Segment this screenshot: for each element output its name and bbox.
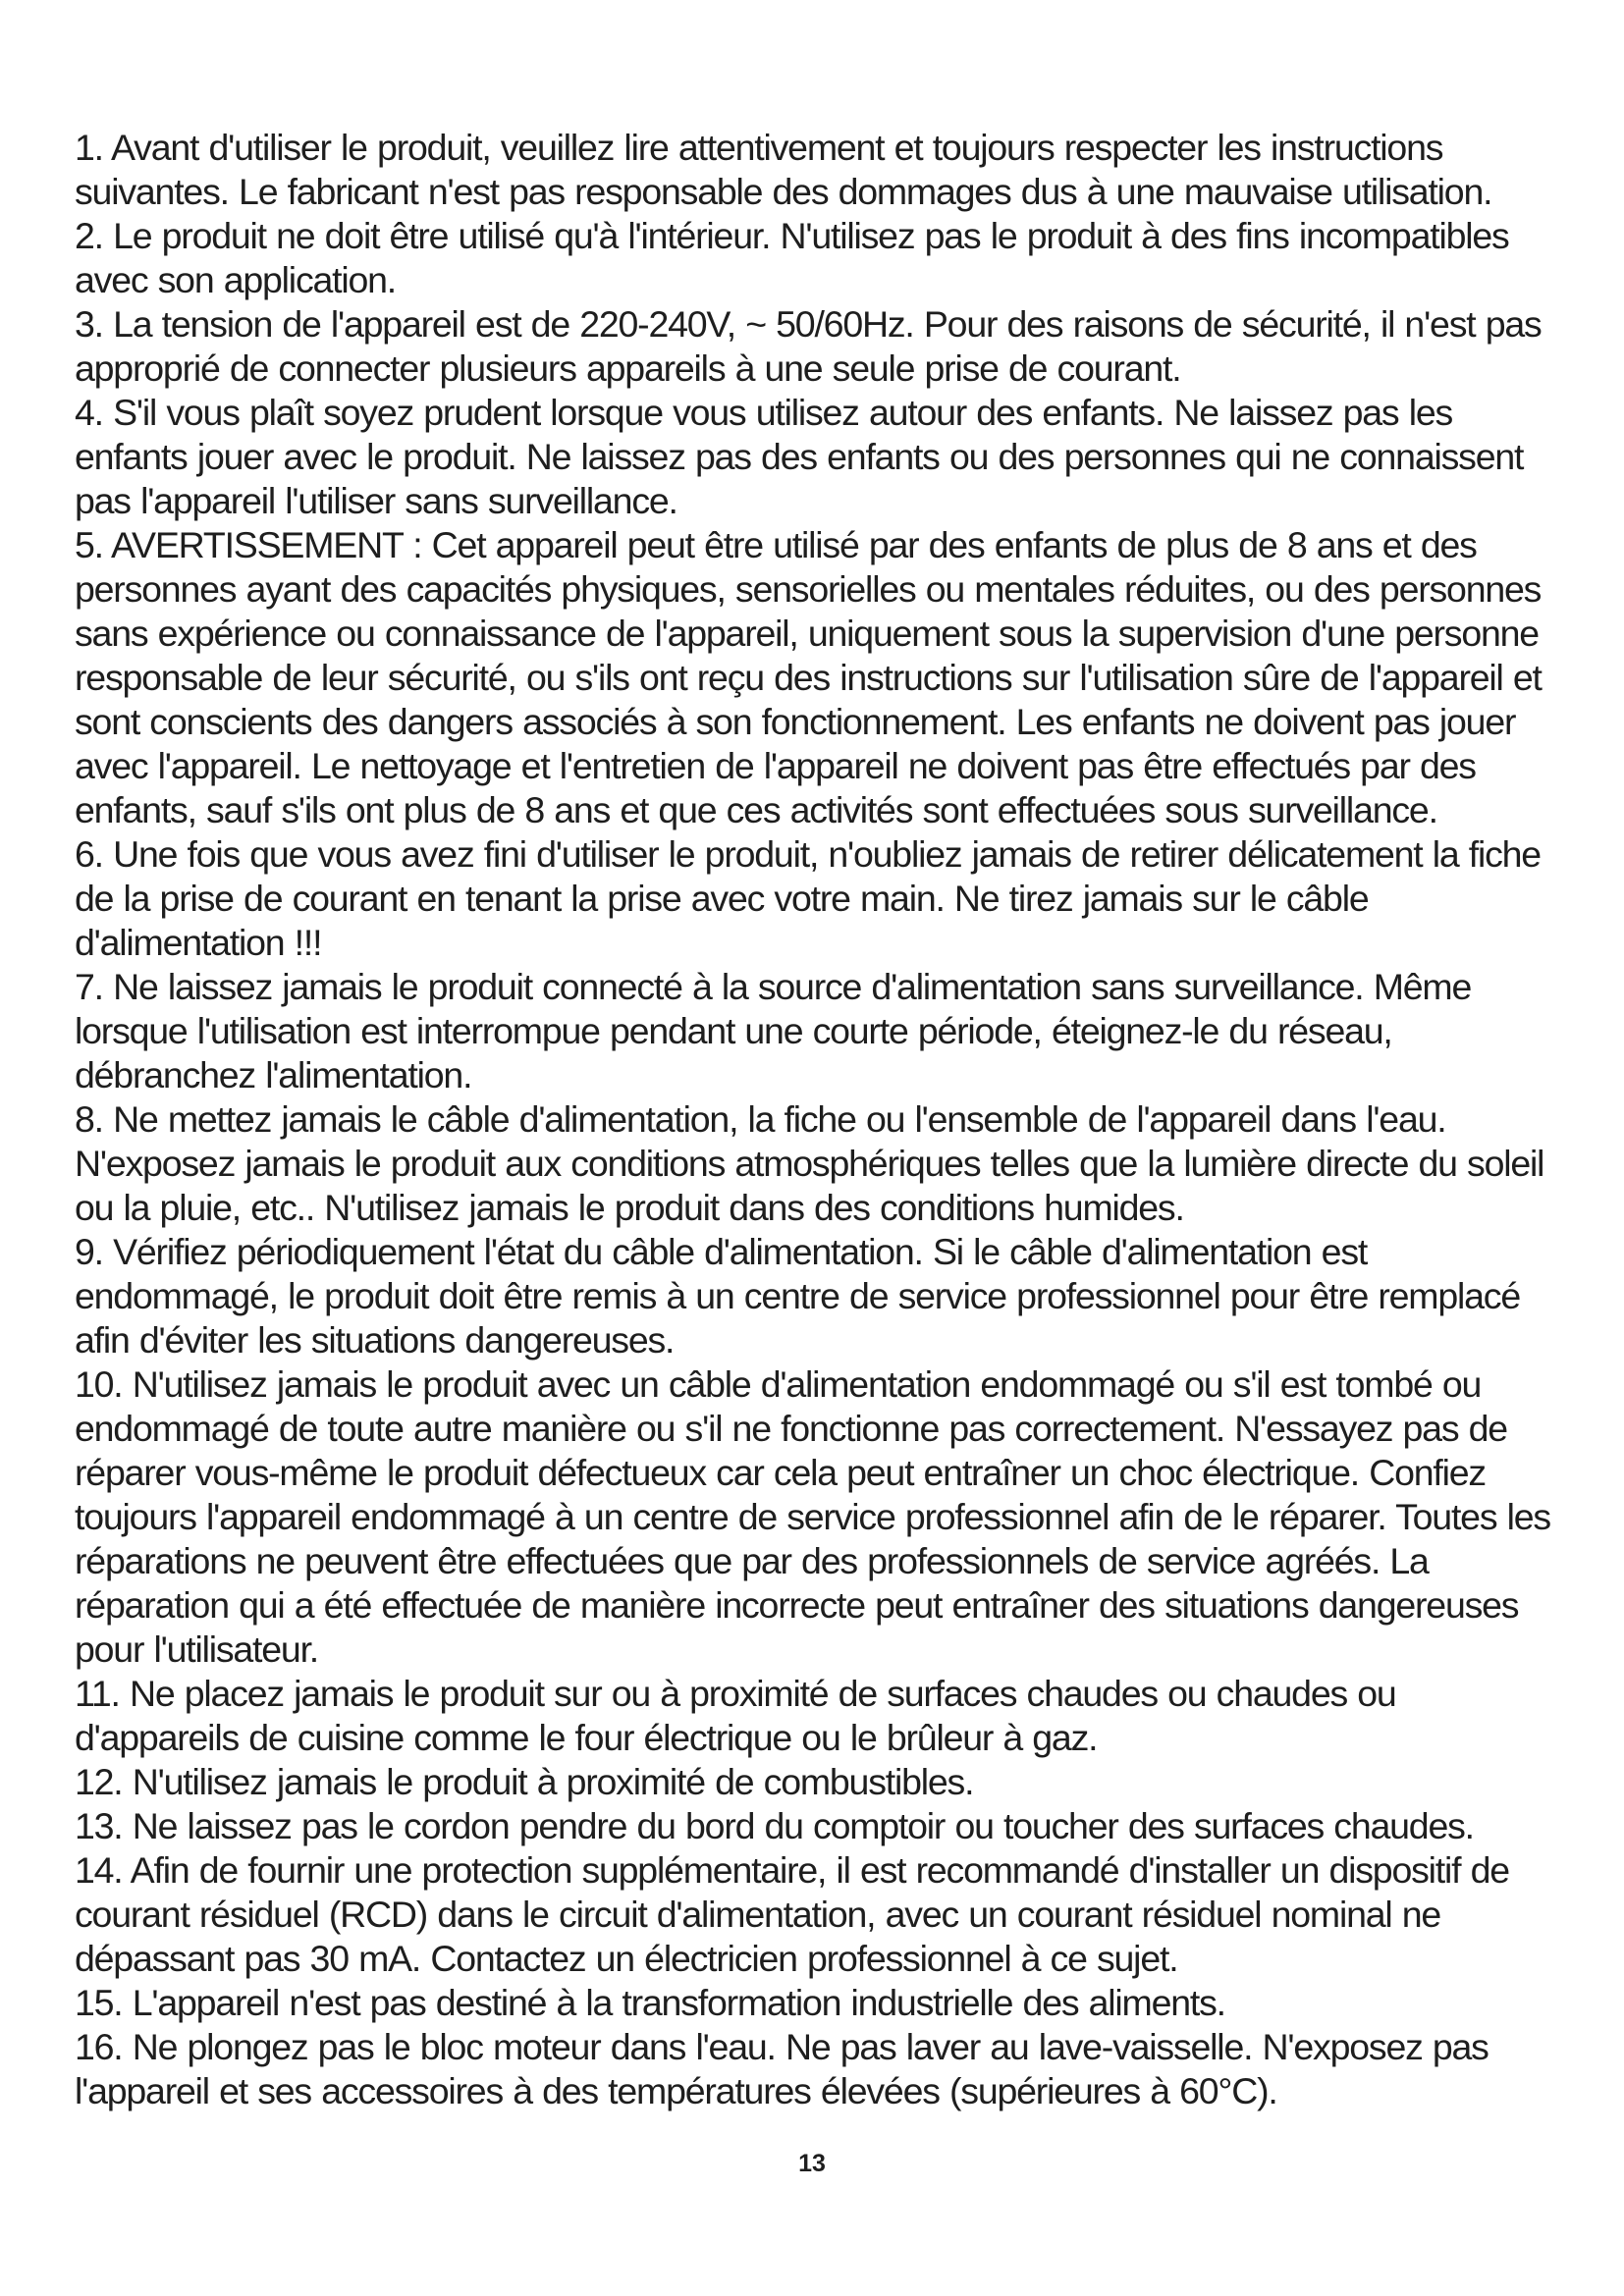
- instruction-item-7: 7. Ne laissez jamais le produit connecté à la source d'alimentation sans surveillance. Même lorsque l'utilisation est interrompue pendant une courte période, éteignez-le du réseau, débranchez l'alimentation.: [75, 966, 1472, 1095]
- instruction-item-3: 3. La tension de l'appareil est de 220-240V, ~ 50/60Hz. Pour des raisons de sécurité, il n'est pas approprié de connecter plusieurs appareils à une seule prise de courant.: [75, 303, 1542, 389]
- instruction-item-4: 4. S'il vous plaît soyez prudent lorsque vous utilisez autour des enfants. Ne laissez pas les enfants jouer avec le produit. Ne laissez pas des enfants ou des personnes qui ne connaissent pas l'appareil l'utiliser sans surveillance.: [75, 392, 1524, 521]
- instruction-item-12: 12. N'utilisez jamais le produit à proximité de combustibles.: [75, 1761, 974, 1802]
- instruction-item-13: 13. Ne laissez pas le cordon pendre du bord du comptoir ou toucher des surfaces chaudes.: [75, 1805, 1474, 1846]
- instruction-item-9: 9. Vérifiez périodiquement l'état du câble d'alimentation. Si le câble d'alimentation est endommagé, le produit doit être remis à un centre de service professionnel pour être remplacé afin d'éviter les situations dangereuses.: [75, 1231, 1520, 1361]
- instruction-item-1: 1. Avant d'utiliser le produit, veuillez lire attentivement et toujours respecter les instructions suivantes. Le fabricant n'est pas responsable des dommages dus à une mauvaise utilisation.: [75, 127, 1492, 212]
- instruction-item-11: 11. Ne placez jamais le produit sur ou à proximité de surfaces chaudes ou chaudes ou d'appareils de cuisine comme le four électrique ou le brûleur à gaz.: [75, 1673, 1396, 1758]
- instruction-item-14: 14. Afin de fournir une protection supplémentaire, il est recommandé d'installer un dispositif de courant résiduel (RCD) dans le circuit d'alimentation, avec un courant résiduel nominal ne dépassant pas 30 mA. Contactez un électricien professionnel à ce sujet.: [75, 1849, 1509, 1979]
- instruction-item-15: 15. L'appareil n'est pas destiné à la transformation industrielle des aliments.: [75, 1982, 1225, 2023]
- instruction-item-2: 2. Le produit ne doit être utilisé qu'à l'intérieur. N'utilisez pas le produit à des fins incompatibles avec son application.: [75, 215, 1509, 300]
- instruction-item-6: 6. Une fois que vous avez fini d'utiliser le produit, n'oubliez jamais de retirer délicatement la fiche de la prise de courant en tenant la prise avec votre main. Ne tirez jamais sur le câble d'alimentation !!!: [75, 833, 1541, 963]
- instruction-item-16: 16. Ne plongez pas le bloc moteur dans l'eau. Ne pas laver au lave-vaisselle. N'exposez pas l'appareil et ses accessoires à des températures élevées (supérieures à 60°C).: [75, 2026, 1489, 2111]
- page-number: 13: [798, 2150, 826, 2177]
- instruction-item-5: 5. AVERTISSEMENT : Cet appareil peut être utilisé par des enfants de plus de 8 ans et des personnes ayant des capacités physiques, sensorielles ou mentales réduites, ou des personnes sans expérience ou connaissance de l'appareil, uniquement sous la supervision d'une personne responsable de leur sécurité, ou s'ils ont reçu des instructions sur l'utilisation sûre de l'appareil et sont conscients des dangers associés à son fonctionnement. Les enfants ne doivent pas jouer avec l'appareil. Le nettoyage et l'entretien de l'appareil ne doivent pas être effectués par des enfants, sauf s'ils ont plus de 8 ans et que ces activités sont effectuées sous surveillance.: [75, 524, 1542, 830]
- instructions-list: [75, 126, 1559, 2113]
- instruction-item-10: 10. N'utilisez jamais le produit avec un câble d'alimentation endommagé ou s'il est tombé ou endommagé de toute autre manière ou s'il ne fonctionne pas correctement. N'essayez pas de réparer vous-même le produit défectueux car cela peut entraîner un choc électrique. Confiez toujours l'appareil endommagé à un centre de service professionnel afin de le réparer. Toutes les réparations ne peuvent être effectuées que par des professionnels de service agréés. La réparation qui a été effectuée de manière incorrecte peut entraîner des situations dangereuses pour l'utilisateur.: [75, 1363, 1550, 1670]
- instruction-item-8: 8. Ne mettez jamais le câble d'alimentation, la fiche ou l'ensemble de l'appareil dans l'eau. N'exposez jamais le produit aux conditions atmosphériques telles que la lumière directe du soleil ou la pluie, etc.. N'utilisez jamais le produit dans des conditions humides.: [75, 1098, 1544, 1228]
